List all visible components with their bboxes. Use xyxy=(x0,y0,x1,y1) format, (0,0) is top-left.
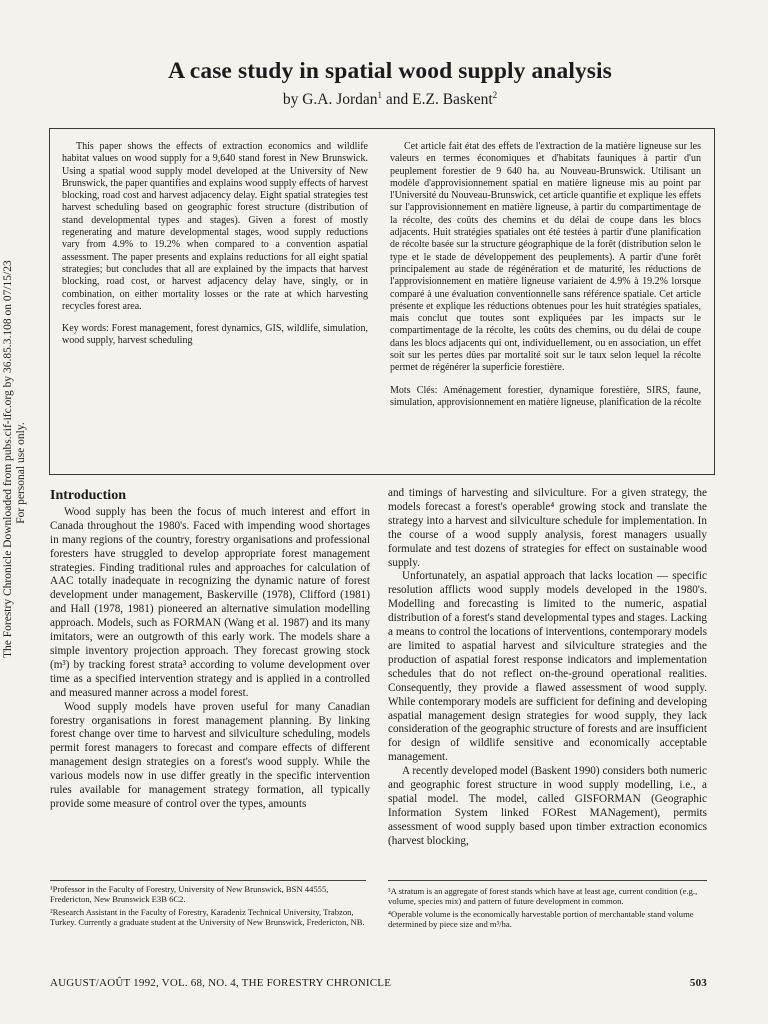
intro-paragraph-1: Wood supply has been the focus of much interest and effort in Canada throughout the 1980's. Faced with impending wood shortages in many regions of the country, forestry organisations and professional foresters have struggled to develop appropriate forest management strategies. Finding traditional rules and approaches for calculation of AAC totally inadequate in recognizing the dynamic nature of forest development under management, Baskerville (1978), Clifford (1981) and Hall (1978, 1981) pioneered an alternative simulation modelling approach. Models, such as FORMAN (Wang et al. 1987) and its many imitators, were an outgrowth of this early work. The models share a simple inventory projection approach. They forecast growing stock (m³) by tracking forest strata³ according to volume development over time as a specified intervention strategy and is applied in a controlled and measured manner across a model forest. xyxy=(50,505,370,699)
authors-prefix: by G.A. Jordan xyxy=(282,91,378,109)
abstract-box xyxy=(49,128,715,475)
footnotes-left xyxy=(50,880,366,930)
keywords-english: Key words: Forest management, forest dynamics, GIS, wildlife, simulation, wood supply, harvest scheduling xyxy=(62,323,368,347)
authors-conjunction: and E.Z. Baskent xyxy=(382,91,493,109)
footnote-3: ³A stratum is an aggregate of forest stands which have at least age, current condition (e.g., volume, species mix) and pattern of future development in common. xyxy=(388,886,698,907)
author2-footnote-mark: 2 xyxy=(492,90,498,100)
footnote-1: ¹Professor in the Faculty of Forestry, University of New Brunswick, BSN 44555, Fredericton, New Brunswick E3B 6C2. xyxy=(50,884,329,905)
download-note-line1: The Forestry Chronicle Downloaded from pubs.cif-ifc.org by 36.85.3.108 on 07/15/23 xyxy=(2,260,14,658)
download-note-line2: For personal use only. xyxy=(15,422,27,524)
section-heading-introduction: Introduction xyxy=(50,488,126,503)
author1-footnote-mark: 1 xyxy=(377,90,383,100)
article-authors xyxy=(40,90,740,109)
footnote-2: ²Research Assistant in the Faculty of Forestry, Karadeniz Technical University, Trabzon, Turkey. Currently a graduate student at the University of New Brunswick, Fredericton, NB. xyxy=(50,906,365,928)
abstract-french xyxy=(390,141,701,409)
intro-paragraph-4: Unfortunately, an aspatial approach that lacks location — specific resolution afflicts wood supply models developed in the 1980's. Modelling and forecasting is limited to the numeric, aspatial distribution of a forest's stand developmental types and stages. Lacking a means to control the locations of interventions, contemporary models are limited to aspatial harvest and silviculture strategies and the production of aspatial forest response indicators and implementation schedules that do not reflect on-the-ground operational realities. Consequently, they provide a flawed assessment of wood supply. While contemporary models are sufficient for defining and developing aspatial management design strategies for wood supply, they lack consideration of the geographic structure of forests and are insufficient for design of wildlife sensitive and economically acceptable management. xyxy=(388,570,707,764)
page-number: 503 xyxy=(689,977,707,989)
body-column-right xyxy=(388,487,707,849)
intro-paragraph-2: Wood supply models have proven useful for many Canadian forestry organisations in forest management planning. By linking forest change over time to harvest and silviculture scheduling, models permit forest managers to forecast and compare effects of different management design strategies on a forest's wood supply. While the various models now in use differ greatly in the specific intervention rules available for management strategy formation, all typically provide some measure of control over the types, amounts xyxy=(50,700,370,810)
abstract-french-text: Cet article fait état des effets de l'extraction de la matière ligneuse sur les valeurs en termes économiques et d'habitats fauniques à partir d'un peuplement forestier de 9 640 ha. au Nouveau-Brunswick. Utilisant un modèle d'approvisionnement spatial en matière ligneuse mis au point par l'Université du Nouveau-Brunswick, cet article quantifie et explique les effets sur l'approvisionnement en matière ligneuse, à partir du compartimentage de la récolte, des coûts des chemins et du délai de coupe dans les blocs adjacents. Huit stratégies spatiales ont été testées à partir d'une planification de récolte basée sur la structure géographique de la forêt (distribution selon le type et le stade de développement des peuplements). A partir d'une forêt principalement au stade de régénération et de maturité, les réductions de l'approvisionnement en matière ligneuse variaient de 4.9% à 19.2% lorsque comparé à une évaluation conventionnelle sans référence spatiale. Cet article présente et explique les réductions obtenues pour les huit stratégies spatiales, mais conclut que toutes sont expliquées par les impacts sur le compartimentage de la récolte, les coûts des chemins, ou du délai de coupe dans les blocs adjacents qui ont, individuellement, ou en association, un effet soit sur les pertes dûes par mortalité soit sur le taux selon lequel la récolte permet de régénérer la superficie forestière. xyxy=(390,141,701,374)
footnote-4: ⁴Operable volume is the economically harvestable portion of merchantable stand volume determined by piece size and m³/ha. xyxy=(388,908,694,930)
journal-citation: AUGUST/AOÛT 1992, VOL. 68, NO. 4, THE FORESTRY CHRONICLE xyxy=(50,977,392,989)
intro-paragraph-5: A recently developed model (Baskent 1990) considers both numeric and geographic forest structure in wood supply modelling, i.e., a spatial model. The model, called GISFORMAN (Geographic Information System linked FORest MANagement), permits assessment of wood supply based upon timber extraction economics (harvest blocking, xyxy=(388,765,707,847)
abstract-english xyxy=(62,141,368,348)
keywords-french: Mots Clés: Aménagement forestier, dynamique forestière, SIRS, faune, simulation, approvisionnement en matière ligneuse, planification de la récolte xyxy=(390,384,702,408)
article-title: A case study in spatial wood supply analysis xyxy=(168,58,612,84)
abstract-english-text: This paper shows the effects of extraction economics and wildlife habitat values on wood supply for a 9,640 stand forest in New Brunswick. Using a spatial wood supply model developed at the University of New Brunswick, the paper quantifies and explains wood supply effects of harvest blocking, road cost and harvest adjacency delay. Eight spatial strategies test harvest scheduling based on geographic forest structure (distribution of stand developmental types and stages). Given a forest of mostly regenerating and mature developmental stages, wood supply reductions vary from 4.9% to 19.2% when compared to a convention aspatial assessment. The paper presents and explains reductions for all eight spatial strategies; but concludes that all are explained by the impacts that harvest blocking, road cost, or harvest adjacency delay have, singly, or in combination, on either mortality losses or the rate at which harvesting recycles forest area. xyxy=(62,141,368,312)
body-column-left xyxy=(50,487,370,812)
footnotes-right xyxy=(388,880,707,932)
download-watermark xyxy=(2,260,28,658)
intro-paragraph-3: and timings of harvesting and silviculture. For a given strategy, the models forecast a forest's operable⁴ growing stock and translate the strategy into a harvest and silviculture schedule for implementation. In the course of a wood supply analysis, forest managers usually formulate and test dozens of strategies for effect on sustainable wood supply. xyxy=(388,487,707,569)
